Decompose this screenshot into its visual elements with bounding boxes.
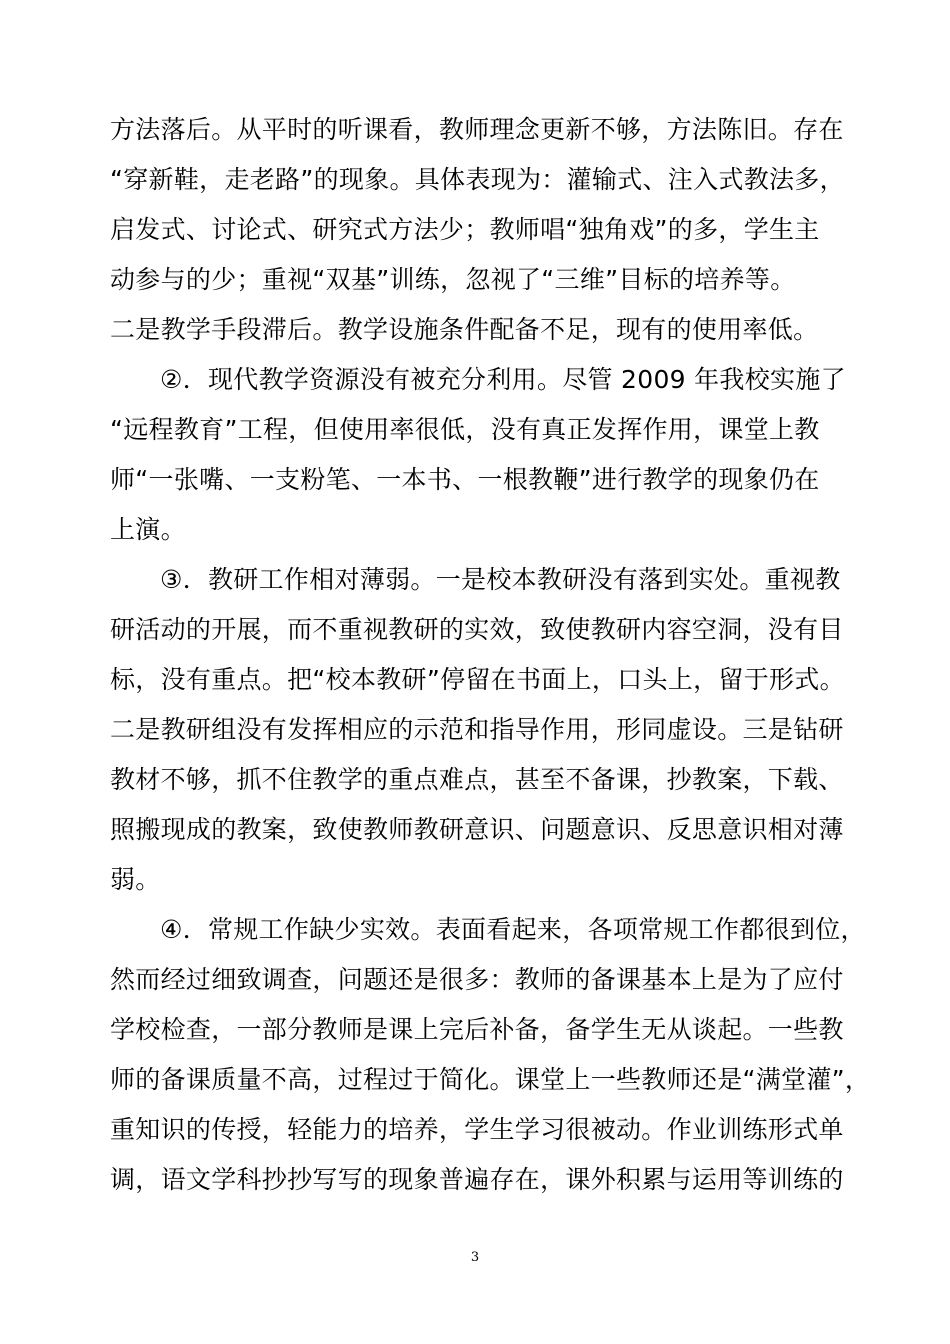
text-line: 照搬现成的教案，致使教师教研意识、问题意识、反思意识相对薄	[110, 815, 844, 844]
text-line: 标，没有重点。把“校本教研”停留在书面上，口头上，留于形式。	[110, 665, 845, 694]
text-line: 二是教研组没有发挥相应的示范和指导作用，形同虚设。三是钻研	[110, 715, 844, 744]
text-line: 学校检查，一部分教师是课上完后补备，备学生无从谈起。一些教	[110, 1015, 844, 1044]
text-line: 师“一张嘴、一支粉笔、一本书、一根教鞭”进行教学的现象仍在	[110, 465, 820, 494]
text-line: “穿新鞋，走老路”的现象。具体表现为：灌输式、注入式教法多，	[110, 165, 845, 194]
text-line: ③．教研工作相对薄弱。一是校本教研没有落到实处。重视教	[160, 565, 841, 594]
text-line: 二是教学手段滞后。教学设施条件配备不足，现有的使用率低。	[110, 315, 819, 344]
text-line: ②．现代教学资源没有被充分利用。尽管 2009 年我校实施了	[160, 365, 846, 394]
text-line: ④．常规工作缺少实效。表面看起来，各项常规工作都很到位，	[160, 915, 866, 944]
text-line: 师的备课质量不高，过程过于简化。课堂上一些教师还是“满堂灌”，	[110, 1065, 871, 1094]
page-number: 3	[470, 1250, 480, 1265]
text-line: 方法落后。从平时的听课看，教师理念更新不够，方法陈旧。存在	[110, 115, 844, 144]
text-line: 然而经过细致调查，问题还是很多：教师的备课基本上是为了应付	[110, 965, 844, 994]
text-line: 教材不够，抓不住教学的重点难点，甚至不备课，抄教案，下载、	[110, 765, 844, 794]
text-line: 研活动的开展，而不重视教研的实效，致使教研内容空洞，没有目	[110, 615, 844, 644]
text-line: “远程教育”工程，但使用率很低，没有真正发挥作用，课堂上教	[110, 415, 820, 444]
text-line: 上演。	[110, 515, 186, 544]
text-line: 调，语文学科抄抄写写的现象普遍存在，课外积累与运用等训练的	[110, 1165, 844, 1194]
text-line: 重知识的传授，轻能力的培养，学生学习很被动。作业训练形式单	[110, 1115, 844, 1144]
text-line: 弱。	[110, 865, 161, 894]
text-line: 启发式、讨论式、研究式方法少；教师唱“独角戏”的多，学生主	[110, 215, 820, 244]
text-line: 动参与的少；重视“双基”训练，忽视了“三维”目标的培养等。	[110, 265, 796, 294]
